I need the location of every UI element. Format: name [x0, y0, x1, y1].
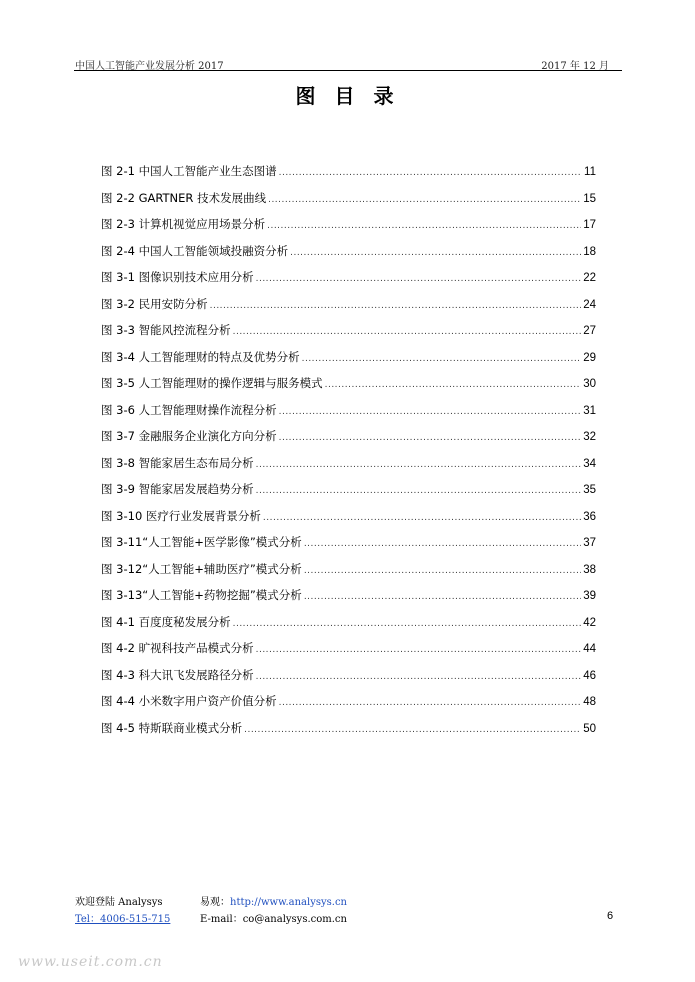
toc-entry[interactable] [101, 216, 596, 243]
header-divider [74, 70, 622, 71]
toc-entry[interactable] [101, 640, 596, 667]
toc-entry[interactable] [101, 428, 596, 455]
footer-tel-link[interactable]: Tel：4006-515-715 [75, 914, 171, 925]
footer-welcome: 欢迎登陆 Analysys [75, 897, 163, 908]
page-number: 6 [607, 910, 614, 922]
toc-dot-leader [290, 248, 581, 258]
footer-site [200, 893, 347, 908]
header-date: 2017 年 12 月 [541, 61, 609, 72]
toc-entry-label: 图 3-10 医疗行业发展背景分析 [101, 508, 261, 523]
toc-entry-label: 图 4-2 旷视科技产品模式分析 [101, 641, 254, 655]
toc-entry-page: 38 [583, 563, 596, 576]
toc-entry[interactable] [101, 296, 596, 323]
toc-entry-page: 34 [583, 457, 596, 470]
toc-entry-page: 22 [583, 272, 596, 284]
toc-entry[interactable] [101, 269, 596, 296]
toc-dot-leader [325, 380, 582, 390]
toc-entry[interactable] [101, 190, 596, 217]
toc-dot-leader [279, 433, 582, 443]
toc-dot-leader [256, 486, 582, 496]
toc-entry-label: 图 3-9 智能家居发展趋势分析 [101, 482, 254, 496]
toc-entry-label: 图 2-4 中国人工智能领域投融资分析 [101, 243, 289, 258]
toc-entry[interactable] [101, 561, 596, 588]
toc-entry-page: 17 [583, 219, 596, 231]
toc-dot-leader [279, 407, 582, 417]
toc-entry-label: 图 3-13“人工智能+药物挖掘”模式分析 [101, 588, 302, 602]
toc-entry-label: 图 3-12“人工智能+辅助医疗”模式分析 [101, 561, 302, 576]
toc-entry-page: 50 [583, 722, 596, 735]
toc-entry-page: 24 [583, 298, 596, 311]
footer-site-label: 易观： [200, 897, 230, 908]
toc-entry[interactable] [101, 455, 596, 482]
toc-dot-leader [256, 672, 582, 682]
toc-entry[interactable] [101, 243, 596, 270]
toc-dot-leader [304, 566, 581, 576]
toc-entry-label: 图 3-8 智能家居生态布局分析 [101, 455, 254, 470]
toc-entry[interactable] [101, 720, 596, 747]
toc-entry-label: 图 4-4 小米数字用户资产价值分析 [101, 694, 277, 708]
toc-dot-leader [233, 619, 582, 629]
toc-entry-page: 30 [583, 378, 596, 390]
toc-entry[interactable] [101, 534, 596, 561]
toc-entry[interactable] [101, 508, 596, 535]
toc-entry[interactable] [101, 349, 596, 376]
toc-dot-leader [302, 354, 582, 364]
toc-entry-label: 图 3-2 民用安防分析 [101, 296, 208, 311]
toc-dot-leader [268, 195, 581, 205]
footer-email: E-mail：co@analysys.com.cn [200, 914, 347, 925]
toc-entry[interactable] [101, 667, 596, 694]
toc-entry-page: 48 [583, 696, 596, 708]
toc-entry-page: 42 [583, 616, 596, 629]
toc-entry[interactable] [101, 481, 596, 508]
toc-entry[interactable] [101, 587, 596, 614]
toc-entry-page: 37 [583, 537, 596, 549]
toc-dot-leader [263, 513, 581, 523]
toc-entry[interactable] [101, 693, 596, 720]
toc-entry-label: 图 3-5 人工智能理财的操作逻辑与服务模式 [101, 376, 323, 390]
toc-entry-page: 46 [583, 669, 596, 682]
toc-entry[interactable] [101, 163, 596, 190]
toc-entry-page: 11 [584, 166, 596, 178]
toc-dot-leader [279, 168, 582, 178]
toc-entry-label: 图 2-3 计算机视觉应用场景分析 [101, 217, 266, 231]
toc-entry-page: 15 [583, 192, 596, 205]
toc-entry-page: 18 [583, 245, 596, 258]
toc-entry-label: 图 4-1 百度度秘发展分析 [101, 614, 231, 629]
toc-dot-leader [256, 645, 582, 655]
toc-entry[interactable] [101, 614, 596, 641]
toc-entry-page: 44 [583, 643, 596, 655]
toc-entry-label: 图 3-1 图像识别技术应用分析 [101, 270, 254, 284]
toc-dot-leader [244, 725, 581, 735]
toc-entry-label: 图 2-1 中国人工智能产业生态图谱 [101, 164, 277, 178]
toc-entry-page: 27 [583, 325, 596, 337]
toc-dot-leader [210, 301, 582, 311]
watermark: www.useit.com.cn [18, 954, 163, 970]
toc-entry[interactable] [101, 375, 596, 402]
toc-entry-page: 31 [583, 404, 596, 417]
toc-entry-label: 图 2-2 GARTNER 技术发展曲线 [101, 190, 267, 205]
toc-entry-label: 图 4-3 科大讯飞发展路径分析 [101, 667, 254, 682]
toc-entry-label: 图 3-4 人工智能理财的特点及优势分析 [101, 349, 300, 364]
header-report-title: 中国人工智能产业发展分析 2017 [75, 61, 224, 72]
page-title: 图 目 录 [295, 84, 400, 108]
toc-dot-leader [256, 274, 582, 284]
toc-entry[interactable] [101, 402, 596, 429]
toc-dot-leader [256, 460, 582, 470]
toc-dot-leader [267, 221, 581, 231]
toc-entry-label: 图 3-7 金融服务企业演化方向分析 [101, 429, 277, 443]
toc-entry-label: 图 3-6 人工智能理财操作流程分析 [101, 402, 277, 417]
toc-entry-page: 39 [583, 590, 596, 602]
toc-entry-page: 29 [583, 351, 596, 364]
toc-dot-leader [304, 592, 581, 602]
toc-dot-leader [279, 698, 582, 708]
toc-entry-page: 35 [583, 484, 596, 496]
toc-dot-leader [304, 539, 581, 549]
toc-entry-label: 图 4-5 特斯联商业模式分析 [101, 720, 243, 735]
toc-entry-page: 32 [583, 431, 596, 443]
toc-entry-label: 图 3-3 智能风控流程分析 [101, 323, 231, 337]
toc-dot-leader [233, 327, 582, 337]
toc-entry-page: 36 [583, 510, 596, 523]
toc-entry[interactable] [101, 322, 596, 349]
footer-site-link[interactable]: http://www.analysys.cn [230, 897, 348, 908]
toc-entry-label: 图 3-11“人工智能+医学影像”模式分析 [101, 535, 302, 549]
figure-list [101, 163, 596, 746]
